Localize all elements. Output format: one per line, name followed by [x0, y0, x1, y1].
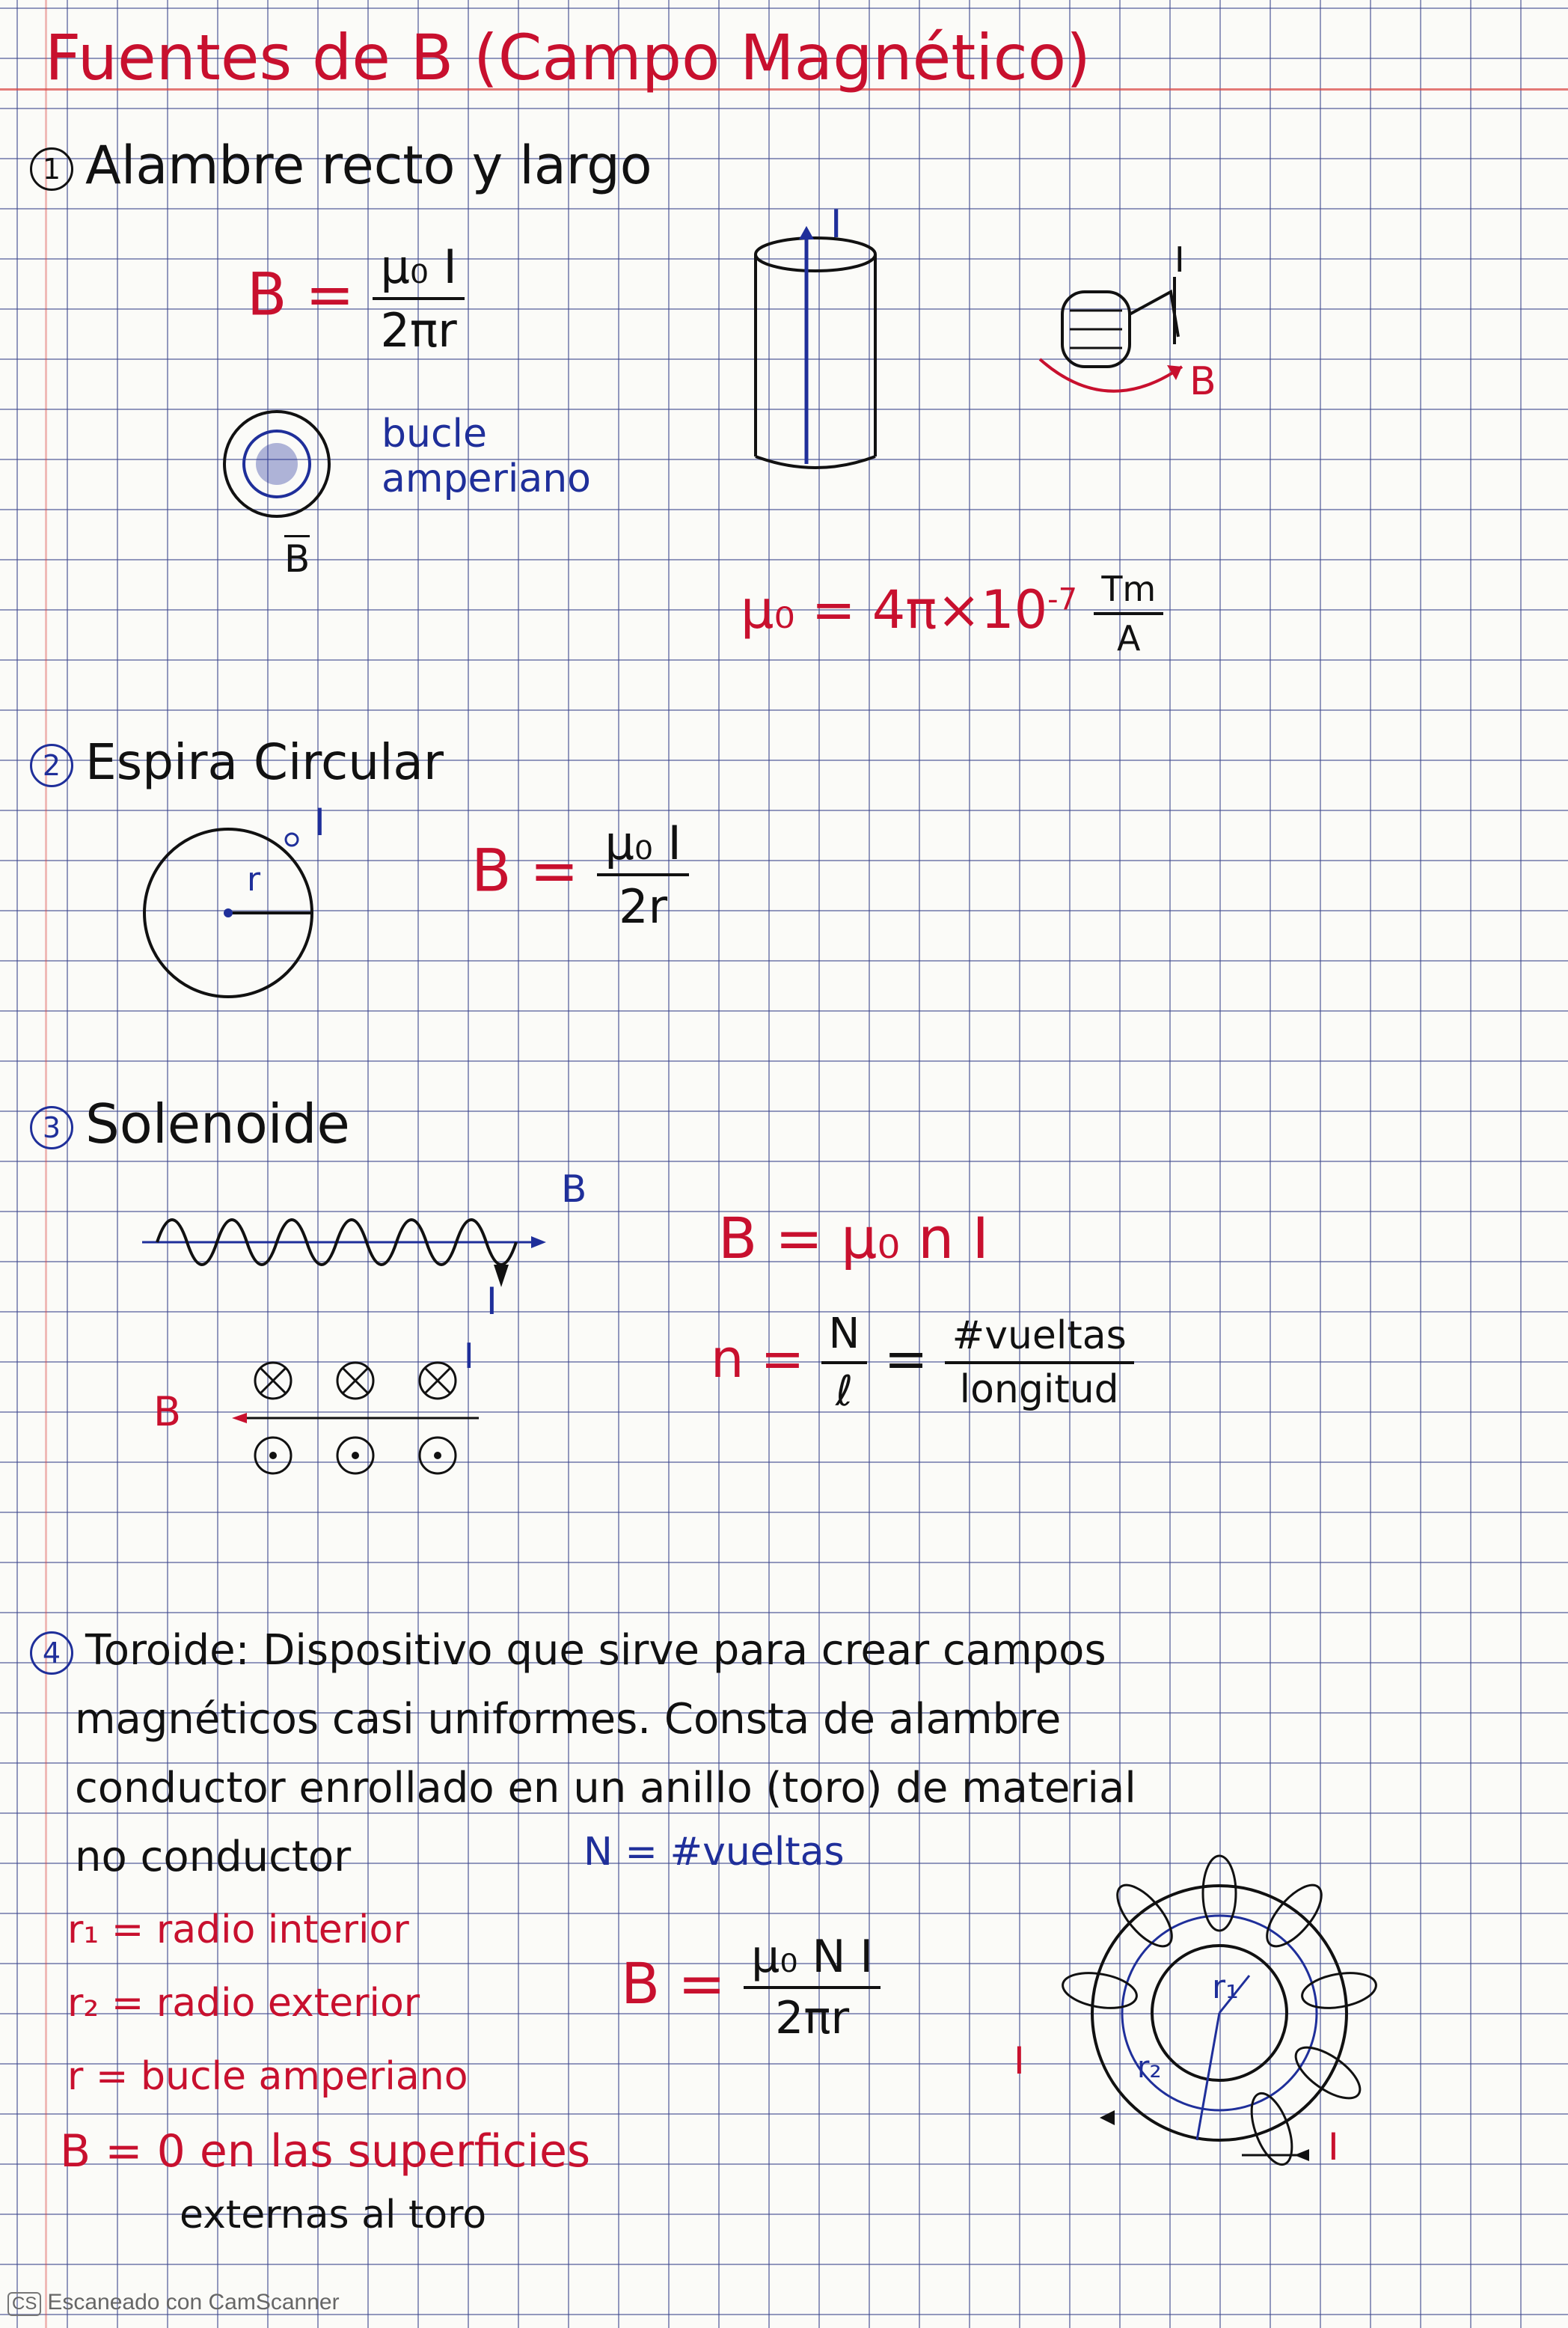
s4-formula-den: 2πr	[775, 1992, 850, 2044]
camscanner-logo: CS	[7, 2292, 41, 2316]
s4-formula	[621, 1931, 881, 2044]
s3-formula: B = μ₀ n I	[718, 1205, 989, 1271]
loop-label-line2: amperiano	[382, 456, 591, 501]
left-margin-line	[45, 0, 47, 2328]
section-3-heading	[30, 1093, 350, 1155]
s4-formula-num: μ₀ N I	[751, 1931, 874, 1983]
section-2-number: 2	[30, 744, 73, 787]
toroid-radius-definitions	[67, 1893, 468, 2113]
toroid-N-definition: N = #vueltas	[584, 1830, 845, 1875]
long-wire-sketch	[741, 224, 890, 479]
r1-definition: r₁ = radio interior	[67, 1907, 409, 1952]
n-lhs: n =	[711, 1328, 805, 1390]
s2-formula-lhs: B =	[471, 837, 579, 905]
mu0-unit	[1094, 569, 1163, 659]
amperian-loop-label	[382, 412, 591, 501]
section-1-number: 1	[30, 147, 73, 191]
s2-formula-fraction	[597, 816, 688, 934]
toroid-r1-label: r₁	[1212, 1968, 1239, 2006]
mu0-definition	[741, 569, 1163, 659]
n-num: N	[828, 1310, 860, 1358]
s3-n-definition: n = $\frac{N}{\text{ℓ}}$ = $\frac{\text{\#vueltas}}{\text{longitud}}$	[711, 1310, 1134, 1416]
toroid-desc-line3: conductor enrollado en un anillo (toro) de material	[75, 1764, 1136, 1812]
solenoid-cross-section-sketch	[239, 1347, 494, 1497]
section-4-number: 4	[30, 1631, 73, 1675]
loop-current-label: I	[314, 801, 325, 844]
wire-current-label: I	[830, 202, 842, 247]
toroid-desc-line1: Dispositivo que sirve para crear campos	[249, 1626, 1106, 1675]
s4-formula-fraction	[744, 1931, 881, 2044]
s1-formula-num: μ₀ I	[380, 239, 457, 294]
s1-formula	[247, 239, 465, 358]
solenoid-coil-sketch	[142, 1182, 546, 1302]
mu0-exponent: -7	[1047, 582, 1078, 617]
n-den: ℓ	[835, 1367, 854, 1416]
scanner-footer	[7, 2290, 340, 2316]
solenoid-current-label: I	[486, 1280, 497, 1323]
s1-formula-den: 2πr	[380, 303, 457, 358]
section-3-number: 3	[30, 1106, 73, 1149]
mu0-unit-num: Tm	[1101, 569, 1157, 609]
n-words-num: #vueltas	[952, 1313, 1127, 1358]
section-2-title: Espira Circular	[85, 733, 444, 791]
loop-B-label: B	[284, 535, 310, 581]
n-words-fraction	[945, 1313, 1134, 1412]
section-1-heading	[30, 135, 652, 196]
B-zero-note: B = 0 en las superficies	[60, 2125, 591, 2178]
s2-formula-num: μ₀ I	[604, 816, 682, 870]
s1-formula-fraction	[373, 239, 464, 358]
loop-label-line1: bucle	[382, 412, 487, 456]
footer-text: Escaneado con CamScanner	[47, 2290, 340, 2315]
hand-B-label: B	[1189, 359, 1216, 404]
toroid-I-right-label: I	[1328, 2125, 1339, 2169]
section-4-title: Toroide:	[85, 1626, 250, 1675]
s2-formula	[471, 816, 689, 934]
section-3-title: Solenoide	[85, 1093, 350, 1155]
toroid-I-left-label: I	[1014, 2039, 1025, 2083]
cross-section-B-label: B	[153, 1388, 182, 1435]
cross-section-current-label: I	[464, 1336, 474, 1376]
r-definition: r = bucle amperiano	[67, 2054, 468, 2099]
mu0-unit-den: A	[1117, 618, 1141, 659]
r2-definition: r₂ = radio exterior	[67, 1981, 420, 2026]
section-1-title: Alambre recto y largo	[85, 135, 652, 196]
loop-radius-label: r	[247, 861, 261, 899]
n-fraction	[821, 1310, 868, 1416]
toroid-desc-line2: magnéticos casi uniformes. Consta de alambre	[75, 1695, 1062, 1744]
toroid-desc-line4: no conductor	[75, 1833, 352, 1881]
s1-formula-lhs: B =	[247, 261, 355, 329]
B-zero-note-line2: externas al toro	[180, 2193, 487, 2237]
n-words-den: longitud	[959, 1367, 1119, 1412]
hand-current-label: I	[1175, 239, 1185, 280]
amperian-loop-sketch	[217, 404, 367, 554]
solenoid-B-label: B	[561, 1167, 587, 1211]
toroid-r2-label: r₂	[1137, 2050, 1162, 2085]
page-title: Fuentes de B (Campo Magnético)	[45, 21, 1091, 94]
s4-formula-lhs: B =	[621, 1950, 726, 2017]
s2-formula-den: 2r	[619, 879, 668, 934]
section-2-heading	[30, 733, 444, 791]
mu0-lhs: μ₀ = 4π×10	[741, 579, 1048, 641]
circular-loop-sketch	[135, 823, 329, 1003]
